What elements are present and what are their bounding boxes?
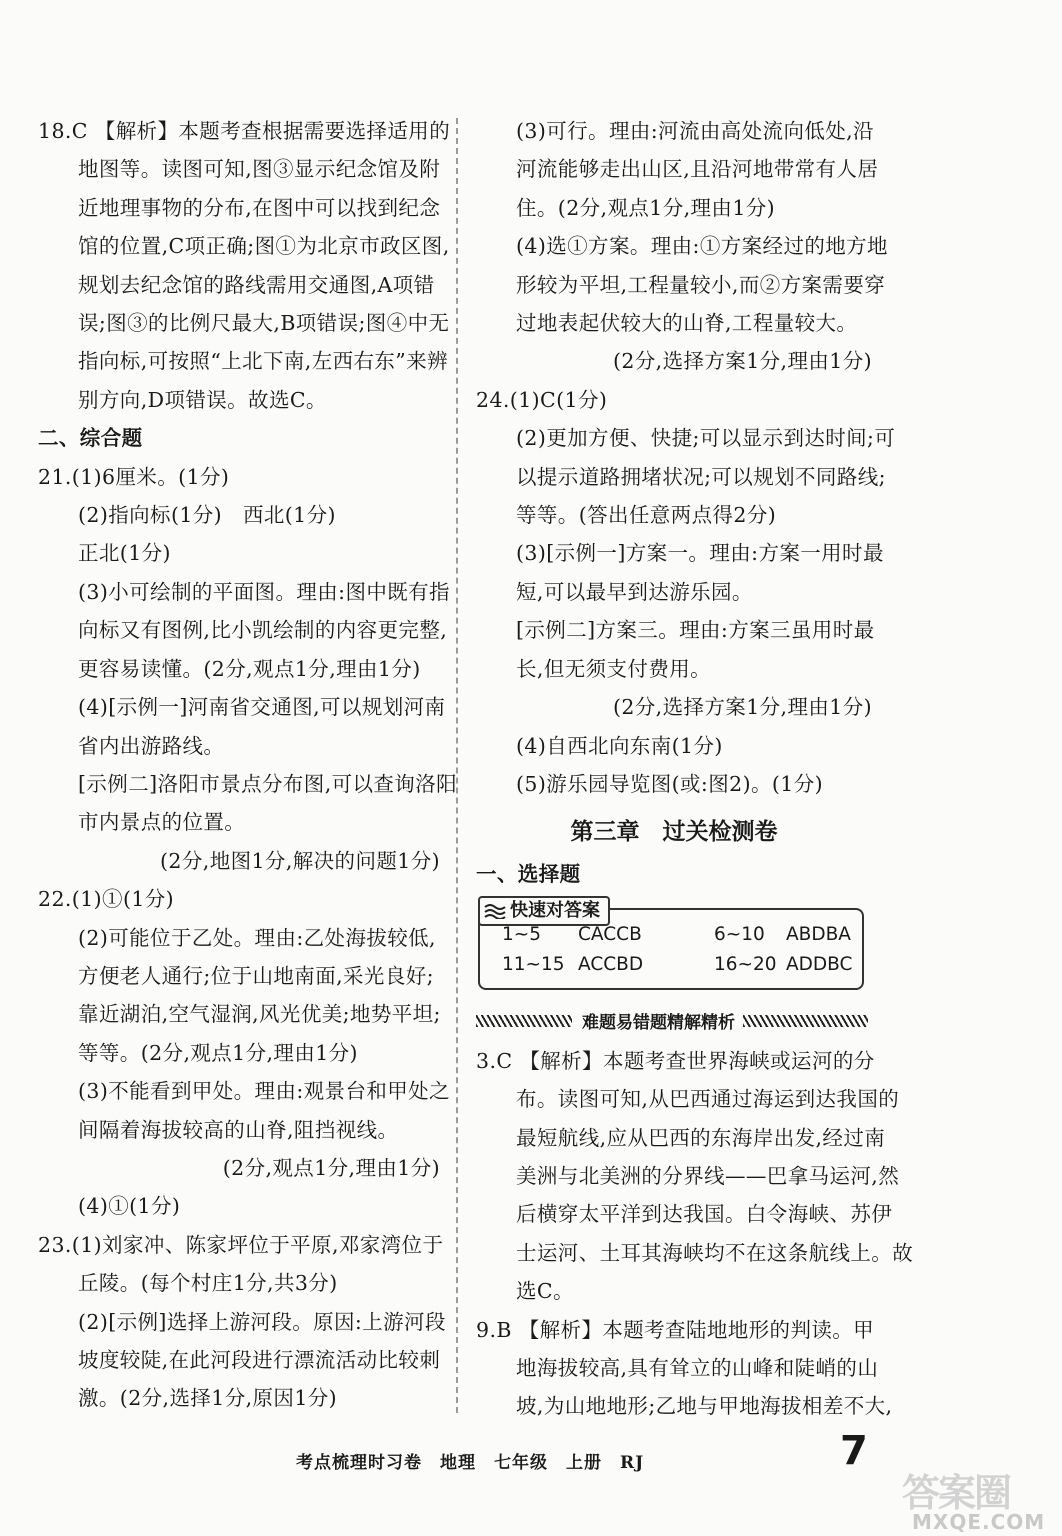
text-line: 方便老人通行;位于山地南面,采光良好;: [78, 963, 434, 988]
range-label: 6~10: [714, 923, 765, 945]
quick-answer-label: 快速对答案: [510, 899, 600, 921]
text-line: (3)可行。理由:河流由高处流向低处,沿: [516, 119, 874, 143]
left-column: [38, 112, 458, 1418]
text-line: (2)更加方便、快捷;可以显示到达时间;可: [516, 426, 896, 451]
text-line: (2分,地图1分,解决的问题1分): [160, 848, 440, 873]
text-line: 近地理事物的分布,在图中可以找到纪念: [78, 195, 441, 220]
text-line: 3.C 【解析】本题考查世界海峡或运河的分: [476, 1048, 875, 1073]
answer-set: ADDBC: [786, 953, 853, 975]
text-line: 美洲与北美洲的分界线——巴拿马运河,然: [516, 1163, 900, 1188]
page-footer: 考点梳理时习卷 地理 七年级 上册 RJ: [296, 1453, 645, 1473]
text-line: (2)[示例]选择上游河段。原因:上游河段: [78, 1309, 446, 1334]
text-line: 坡度较陡,在此河段进行漂流活动比较刺: [78, 1348, 441, 1372]
quick-answer-box: [478, 899, 864, 990]
text-line: 馆的位置,C项正确;图①为北京市政区图,: [78, 234, 450, 259]
answer-set: ACCBD: [578, 953, 644, 975]
analysis-section: [476, 1042, 914, 1426]
text-line: 短,可以最早到达游乐园。: [516, 579, 753, 604]
text-line: 住。(2分,观点1分,理由1分): [516, 195, 776, 220]
right-column: [476, 112, 914, 1426]
text-line: 地海拔较高,具有耸立的山峰和陡峭的山: [516, 1355, 879, 1380]
text-line: 24.(1)C(1分): [476, 387, 608, 412]
text-line: (2分,选择方案1分,理由1分): [612, 349, 872, 374]
text-line: 规划去纪念馆的路线需用交通图,A项错: [78, 272, 435, 297]
analysis-band: [476, 1006, 868, 1036]
text-line: 士运河、土耳其海峡均不在这条航线上。故: [516, 1240, 914, 1265]
text-line: (4)①(1分): [78, 1194, 181, 1219]
page-number: 7: [840, 1428, 868, 1474]
chapter-title: 第三章 过关检测卷: [570, 819, 778, 846]
analysis-band-label: 难题易错题精解精析: [582, 1013, 735, 1034]
text-line: 以提示道路拥堵状况;可以规划不同路线;: [516, 464, 886, 489]
text-line: (2分,观点1分,理由1分): [222, 1155, 440, 1180]
section-title: 一、选择题: [476, 862, 581, 887]
text-line: 9.B 【解析】本题考查陆地地形的判读。甲: [476, 1317, 875, 1342]
text-line: (3)小可绘制的平面图。理由:图中既有指: [78, 579, 450, 604]
text-line: 过地表起伏较大的山脊,工程量较大。: [516, 311, 858, 336]
watermark-logo: 答案圈: [902, 1471, 1011, 1515]
answer-set: ABDBA: [786, 923, 851, 945]
quick-answer-tab: [478, 896, 610, 926]
hatch-decoration: [476, 1015, 572, 1027]
text-line: (5)游乐园导览图(或:图2)。(1分): [516, 771, 824, 796]
text-line: 更容易读懂。(2分,观点1分,理由1分): [78, 656, 421, 681]
text-line: 23.(1)刘家冲、陈家坪位于平原,邓家湾位于: [38, 1232, 444, 1257]
range-label: 16~20: [714, 953, 777, 975]
text-line: 选C。: [516, 1279, 574, 1304]
text-line: (2)可能位于乙处。理由:乙处海拔较低,: [78, 925, 436, 950]
text-line: (4)[示例一]河南省交通图,可以规划河南: [78, 695, 446, 720]
text-line: 激。(2分,选择1分,原因1分): [78, 1386, 338, 1411]
text-line: 市内景点的位置。: [78, 810, 246, 835]
wave-icon: [484, 903, 506, 919]
text-line: 等等。(2分,观点1分,理由1分): [78, 1040, 358, 1065]
text-line: (2分,选择方案1分,理由1分): [612, 695, 872, 720]
text-line: 间隔着海拔较高的山脊,阻挡视线。: [78, 1117, 399, 1142]
text-line: 误;图③的比例尺最大,B项错误;图④中无: [78, 311, 450, 336]
text-line: 21.(1)6厘米。(1分): [38, 464, 230, 489]
hatch-decoration: [743, 1015, 868, 1027]
text-line: 指向标,可按照“上北下南,左西右东”来辨: [78, 349, 448, 374]
text-line: 后横穿太平洋到达我国。白令海峡、苏伊: [516, 1202, 893, 1227]
watermark-url: MXQE.COM: [912, 1510, 1046, 1534]
range-label: 1~5: [502, 923, 542, 945]
text-line: 等等。(答出任意两点得2分): [516, 503, 777, 528]
text-line: [示例二]方案三。理由:方案三虽用时最: [516, 618, 875, 643]
text-line: 省内出游路线。: [78, 733, 225, 758]
text-line: 河流能够走出山区,且沿河地带常有人居: [516, 157, 879, 182]
text-line: 布。读图可知,从巴西通过海运到达我国的: [516, 1087, 900, 1112]
text-line: (4)选①方案。理由:①方案经过的地方地: [516, 234, 888, 259]
text-line: (3)[示例一]方案一。理由:方案一用时最: [516, 541, 884, 566]
text-line: (4)自西北向东南(1分): [516, 733, 723, 758]
text-line: 正北(1分): [78, 541, 171, 566]
text-line: 丘陵。(每个村庄1分,共3分): [78, 1271, 338, 1296]
answers-continued: [476, 112, 896, 803]
text-line: 长,但无须支付费用。: [516, 656, 712, 681]
text-line: 坡,为山地地形;乙地与甲地海拔相差不大,: [516, 1394, 893, 1419]
text-line: 22.(1)①(1分): [38, 887, 175, 912]
answer-set: CACCB: [578, 923, 642, 945]
text-line: 形较为平坦,工程量较小,而②方案需要穿: [516, 272, 886, 297]
text-line: 向标又有图例,比小凯绘制的内容更完整,: [78, 618, 448, 643]
text-line: (2)指向标(1分) 西北(1分): [78, 503, 336, 528]
text-line: 二、综合题: [38, 426, 143, 451]
text-line: (3)不能看到甲处。理由:观景台和甲处之: [78, 1079, 450, 1104]
text-line: 别方向,D项错误。故选C。: [78, 387, 327, 412]
text-line: 最短航线,应从巴西的东海岸出发,经过南: [516, 1125, 886, 1150]
text-line: 靠近湖泊,空气湿润,风光优美;地势平坦;: [78, 1002, 441, 1027]
text-line: 地图等。读图可知,图③显示纪念馆及附: [78, 157, 441, 182]
text-line: [示例二]洛阳市景点分布图,可以查询洛阳: [78, 771, 458, 796]
range-label: 11~15: [502, 953, 565, 975]
text-line: 18.C 【解析】本题考查根据需要选择适用的: [38, 119, 451, 143]
